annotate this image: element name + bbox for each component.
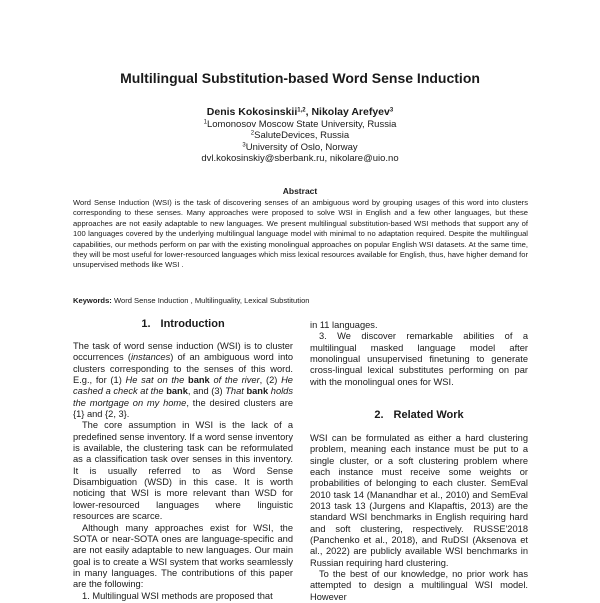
left-column bbox=[73, 341, 293, 602]
related-paragraph-2: To the best of our knowledge, no prior work has attempted to design a multilingual WSI model. However bbox=[310, 569, 528, 602]
target-word: bank bbox=[166, 386, 188, 397]
keywords-text: Word Sense Induction , Multilinguality, Lexical Substitution bbox=[111, 296, 310, 305]
text-run: The task of word sense induction (WSI) is to cluster occurrences ( bbox=[73, 341, 293, 363]
abstract-heading: Abstract bbox=[282, 186, 318, 196]
abstract-text: Word Sense Induction (WSI) is the task of discovering senses of an ambiguous word by grouping usages of this word into clusters corresponding to these senses. Many approaches were proposed to solve WSI in English and a few other languages, but these approaches are not easily adaptable to new languages. We present multilingual substitution-based WSI methods that support any of 100 languages covered by the underlying multilingual language model with minimal to no adaptation required. Despite the multilingual capabilities, our methods perform on par with the existing monolingual approaches on popular English WSI datasets. At the same time, they will be most useful for lower-resourced languages which miss lexical resources available for English, thus, have higher demand for unsupervised methods like WSI . bbox=[73, 198, 528, 270]
keywords-label: Keywords: bbox=[73, 296, 112, 305]
affiliation-3 bbox=[0, 142, 600, 153]
affiliation-1-text: Lomonosov Moscow State University, Russia bbox=[206, 119, 397, 131]
affiliation-3-marker: 3 bbox=[242, 142, 246, 149]
section-heading-related-work bbox=[310, 409, 528, 421]
author-1-affil-marker: 1,2 bbox=[297, 107, 306, 114]
author-1: Denis Kokosinskii bbox=[206, 106, 298, 118]
text-run: ) of an ambiguous word into clusters corresponding to the senses of this word. E.g., for (1) bbox=[73, 352, 293, 386]
section-heading-introduction bbox=[73, 318, 293, 330]
section-number: 2. bbox=[374, 409, 384, 421]
example-1-end: of the river bbox=[209, 375, 260, 386]
affiliation-3-text: University of Oslo, Norway bbox=[245, 141, 358, 153]
author-2-affil-marker: 3 bbox=[389, 107, 394, 114]
affiliation-1 bbox=[0, 119, 600, 130]
text-run: , and (3) bbox=[187, 386, 226, 397]
related-paragraph-1: WSI can be formulated as either a hard clustering problem, meaning each instance must be put to a single cluster, or a soft clustering problem where each instance must receive some weights or probabilities of belonging to each cluster. SemEval 2010 task 14 (Manandhar et al., 2010) and SemEval 2013 task 13 (Jurgens and Klapaftis, 2013) are the standard WSI benchmarks in English requiring hard and soft clustering, respectively. RUSSE'2018 (Panchenko et al., 2018), and RuDSI (Aksenova et al., 2022) are publicly available WSI benchmarks in Russian requiring hard clustering. bbox=[310, 433, 528, 568]
intro-paragraph-2: The core assumption in WSI is the lack of a predefined sense inventory. If a word sense inventory is available, the clustering task can be reformulated as a classification task over senses in this inventory. It is usually referred to as Word Sense Disambiguation (WSD) in this case. It is worth noticing that WSI is more relevant than WSD for lower-resourced languages where linguistic resources are scarce. bbox=[73, 420, 293, 522]
contribution-continuation: in 11 languages. bbox=[310, 320, 378, 330]
affiliation-2 bbox=[0, 130, 600, 141]
affiliation-2-text: SaluteDevices, Russia bbox=[254, 130, 350, 142]
author-separator: , bbox=[305, 106, 312, 118]
keywords bbox=[73, 296, 528, 306]
text-run: , (2) bbox=[259, 375, 282, 386]
paper-title: Multilingual Substitution-based Word Sense Induction bbox=[120, 70, 480, 86]
affiliation-1-marker: 1 bbox=[203, 119, 207, 126]
contribution-item-3: 3. We discover remarkable abilities of a multilingual masked language model after monolingual unsupervised finetuning to generate cross-lingual lexical substitutes performing on par with the monolingual ones for WSI. bbox=[310, 331, 528, 387]
right-column-related bbox=[310, 433, 528, 603]
example-3: That bbox=[225, 386, 247, 397]
text-run-italic: instances bbox=[130, 352, 171, 363]
author-block bbox=[0, 107, 600, 164]
right-column-top bbox=[310, 320, 528, 388]
author-2: Nikolay Arefyev bbox=[311, 106, 390, 118]
author-emails: dvl.kokosinskiy@sberbank.ru, nikolare@uio.no bbox=[201, 152, 399, 164]
example-3-end: holds the mortgage on my home bbox=[73, 386, 293, 408]
section-title: Introduction bbox=[160, 318, 225, 330]
intro-paragraph-1 bbox=[73, 341, 293, 420]
section-number: 1. bbox=[141, 318, 151, 330]
target-word: bank bbox=[188, 375, 210, 386]
contribution-item-1: 1. Multilingual WSI methods are proposed that bbox=[82, 590, 273, 601]
example-2: He cashed a check at the bbox=[73, 375, 293, 397]
section-title: Related Work bbox=[393, 409, 464, 421]
affiliation-2-marker: 2 bbox=[250, 130, 255, 137]
example-1: He sat on the bbox=[125, 375, 189, 386]
text-run: , the desired clusters are {1} and {2, 3}. bbox=[73, 397, 293, 420]
author-names bbox=[0, 107, 600, 118]
intro-paragraph-3: Although many approaches exist for WSI, the SOTA or near-SOTA ones are language-specific and are not easily adaptable to new languages. Our main goal is to create a WSI system that works seamlessly in many languages. The contributions of this paper are the following: bbox=[73, 522, 293, 590]
target-word: bank bbox=[246, 386, 269, 397]
